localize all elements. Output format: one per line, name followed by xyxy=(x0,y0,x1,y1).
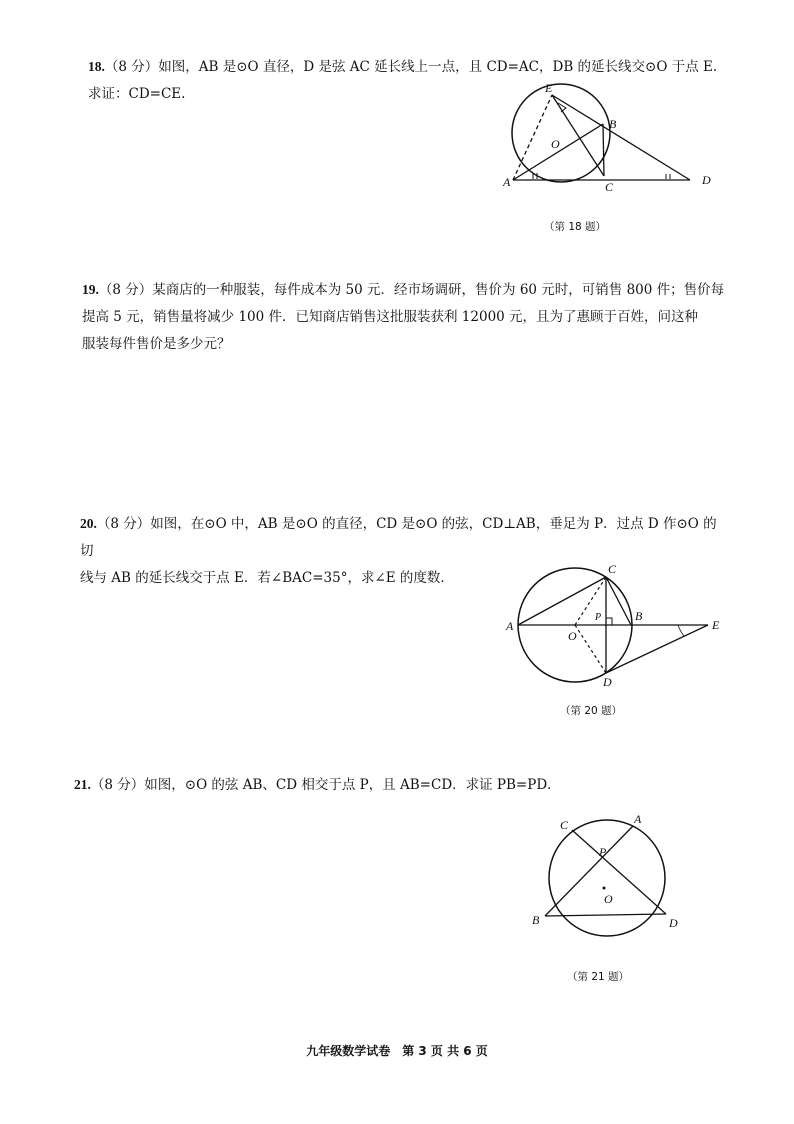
label-o: O xyxy=(604,892,613,906)
segment-ec xyxy=(552,95,604,176)
question-text: 某商店的一种服装，每件成本为 50 元．经市场调研，售价为 60 元时，可销售 800 件；售价每 xyxy=(152,282,725,298)
label-d: D xyxy=(603,675,612,689)
page-footer: 九年级数学试卷 第 3 页 共 6 页 xyxy=(306,1044,488,1058)
chord-ab xyxy=(545,826,633,916)
figure-18 xyxy=(500,78,730,203)
segment-bc xyxy=(603,124,604,176)
question-19-line-1 xyxy=(82,276,732,304)
question-points: （8 分） xyxy=(98,282,153,298)
question-number: 19. xyxy=(82,282,99,297)
label-b: B xyxy=(635,609,643,623)
label-a: A xyxy=(634,812,642,826)
label-d: D xyxy=(702,173,711,187)
label-p: P xyxy=(595,612,602,623)
figure-20-caption: （第 20 题） xyxy=(560,705,623,717)
label-e: E xyxy=(545,81,553,95)
question-points: （8 分） xyxy=(96,516,151,532)
figure-21-caption: （第 21 题） xyxy=(567,971,630,983)
segment-od-dashed xyxy=(575,625,606,673)
question-19-line-2: 提高 5 元，销售量将减少 100 件．已知商店销售这批服装获利 12000 元，且为了惠顾于百姓，问这种 xyxy=(82,309,699,325)
question-19 xyxy=(82,276,732,358)
figure-21 xyxy=(520,810,700,940)
question-number: 21. xyxy=(74,777,91,792)
label-a: A xyxy=(503,175,511,189)
question-number: 18. xyxy=(88,59,105,74)
segment-de xyxy=(606,625,708,673)
question-21-line-1 xyxy=(74,771,724,799)
question-points: （8 分） xyxy=(104,59,159,75)
center-point xyxy=(603,887,606,890)
question-20-line-2: 线与 AB 的延长线交于点 E．若∠BAC=35°，求∠E 的度数． xyxy=(80,570,454,586)
figure-18-caption: （第 18 题） xyxy=(544,221,607,233)
label-b: B xyxy=(532,913,540,927)
question-19-line-3: 服装每件售价是多少元？ xyxy=(82,336,231,352)
question-18-line-1 xyxy=(88,53,728,81)
question-21 xyxy=(74,771,724,799)
question-20-line-1 xyxy=(80,510,730,565)
circle-o xyxy=(549,820,665,936)
question-18-line-2: 求证：CD=CE. xyxy=(88,86,186,102)
label-o: O xyxy=(551,137,560,151)
label-e: E xyxy=(712,618,720,632)
circle-o xyxy=(512,84,610,182)
label-b: B xyxy=(609,117,617,131)
question-text: 如图，AB 是⊙O 直径，D 是弦 AC 延长线上一点，且 CD=AC，DB 的延长线交⊙O 于点 E. xyxy=(158,59,718,75)
question-points: （8 分） xyxy=(90,777,145,793)
label-o: O xyxy=(568,629,577,643)
label-c: C xyxy=(608,562,617,576)
label-p: P xyxy=(599,845,607,859)
label-c: C xyxy=(605,180,614,194)
figure-20 xyxy=(500,562,730,692)
question-number: 20. xyxy=(80,516,97,531)
label-a: A xyxy=(506,619,514,633)
segment-oc-dashed xyxy=(575,577,606,625)
right-angle-mark xyxy=(558,103,566,112)
segment-de xyxy=(552,95,690,180)
question-text: 如图，⊙O 的弦 AB、CD 相交于点 P，且 AB=CD．求证 PB=PD． xyxy=(144,777,561,793)
label-d: D xyxy=(669,916,678,930)
chord-cd xyxy=(572,830,666,914)
segment-ac xyxy=(518,577,606,625)
question-text: 如图，在⊙O 中，AB 是⊙O 的直径，CD 是⊙O 的弦，CD⊥AB，垂足为 P．过点 D 作⊙O 的切 xyxy=(80,516,717,559)
label-c: C xyxy=(560,818,569,832)
angle-mark-e xyxy=(678,625,684,636)
right-angle-mark xyxy=(606,618,612,625)
